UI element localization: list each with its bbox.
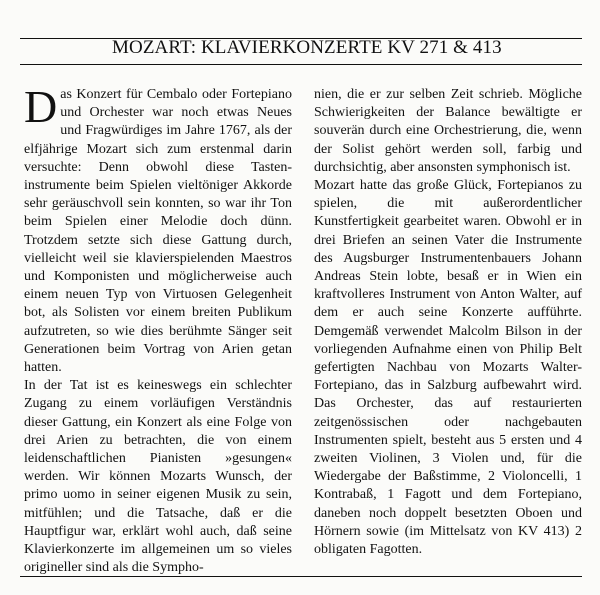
paragraph-1 [24,81,292,377]
page-title: MOZART: KLAVIERKONZERTE KV 271 & 413 [112,37,502,58]
paragraph-4: Mozart hatte das große Glück, Fortepianos zu spielen, die mit außerordentlicher Kunstfertigkeit gearbeitet waren. Obwohl er in drei Briefen an seinen Vater die Instrumente des Augsburger Instrumentenbauers Johann Andreas Stein lobte, besaß er in Wien ein kraftvolleres Instrument von Anton Walter, auf dem er auch seine Konzerte aufführte. Demgemäß verwendet Malcolm Bilson in der vorliegenden Aufnahme einen von Philip Belt gefertigten Nachbau von Mozarts Walter-Fortepiano, das in Salzburg aufbewahrt wird. Das Orchester, das auf restaurierten zeitgenössischen oder nachgebauten Instrumenten spielt, besteht aus 5 ersten und 4 zweiten Violinen, 3 Violen und, für die Wiedergabe der Baßstimme, 2 Violoncelli, 1 Kontrabaß, 1 Fagott und dem Fortepiano, daneben noch doppelt besetzten Oboen und Hörnern sowie (im Mittelsatz von KV 413) 2 obligaten Fagotten. [314,178,582,558]
bottom-rule [20,576,582,577]
left-column [24,81,292,577]
paragraph-1-text: as Konzert für Cembalo oder Fortepiano und Orchester war noch etwas Neues und Fragwürdiges im Jahre 1767, als der elfjährige Mozart sich zum erstenmal darin versuchte: Denn obwohl diese Tasteninstrumente beim Spielen vieltöniger Akkorde sehr geräuschvoll sein konnten, so war ihr Ton beim Spielen einer Melodie doch dünn. Trotzdem setzte sich diese Gattung durch, vielleicht weil sie klavierspielenden Maestros und Komponisten und möglicherweise auch einem neuen Typ von Virtuosen Gelegenheit bot, als Solisten vor einem breiten Publikum aufzutreten, so wie dies berühmte Sänger seit Generationen beim Vortrag von Arien getan hatten. [24,87,292,376]
title-rule [20,64,582,65]
drop-cap: D [24,81,58,132]
paragraph-3: nien, die er zur selben Zeit schrieb. Mögliche Schwierigkeiten der Balance bewältigte er souverän durch eine Orchestrierung, die, wenn der Solist gehört werden soll, farbig und durchsichtig, aber ansonsten symphonisch ist. [314,87,582,175]
right-column [314,86,582,559]
paragraph-2: In der Tat ist es keineswegs ein schlechter Zugang zu einem vorläufigen Verständnis dieser Gattung, ein Konzert als eine Folge von drei Arien zu betrachten, die von einem leidenschaftlichen Pianisten »gesungen« werden. Wir können Mozarts Wunsch, der primo uomo in seiner eigenen Musik zu sein, mitfühlen; und die Tatsache, daß er die Hauptfigur war, erklärt wohl auch, daß seine Klavierkonzerte im allgemeinen um so vieles origineller sind als die Sympho- [24,378,292,576]
